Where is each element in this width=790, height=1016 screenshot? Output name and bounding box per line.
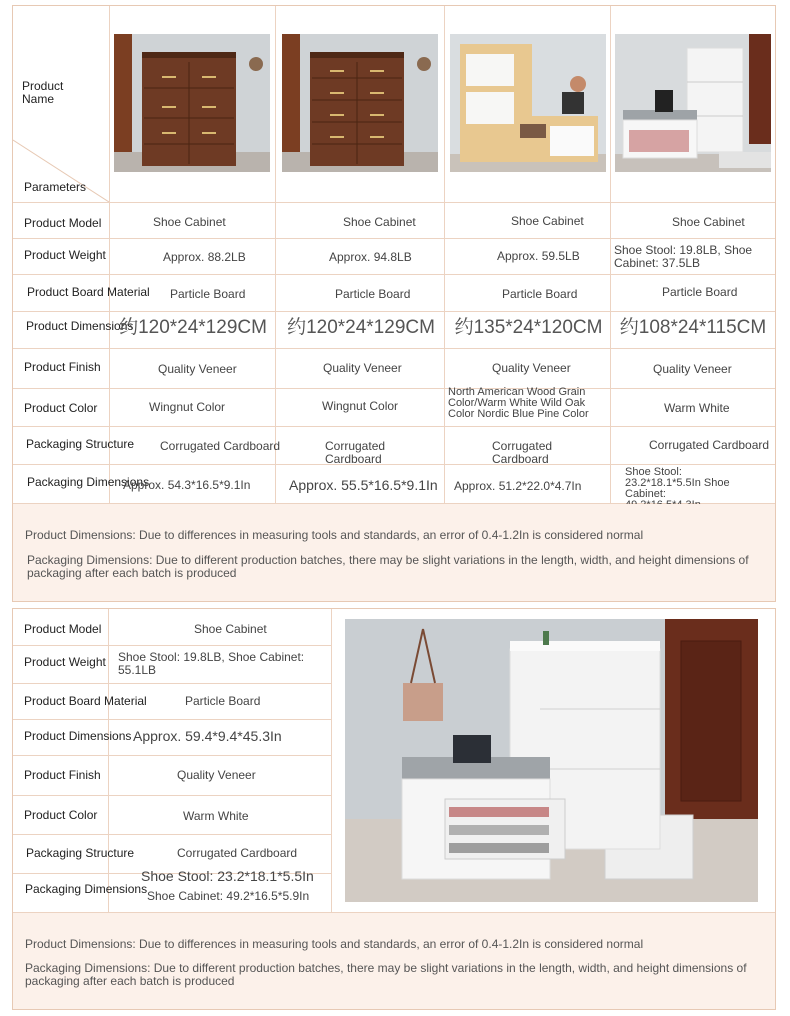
spec-table-2	[12, 608, 776, 1010]
grid-hline	[13, 834, 331, 835]
grid-vline	[109, 6, 110, 503]
photo-col-2	[282, 34, 438, 172]
col2-color: Wingnut Color	[322, 399, 399, 413]
t2-label-dimensions: Product Dimensions	[24, 729, 132, 743]
col1-color: Wingnut Color	[149, 400, 226, 414]
grid-hline	[13, 202, 775, 203]
col2-pack-dims: Approx. 55.5*16.5*9.1In	[289, 477, 438, 493]
col3-finish: Quality Veneer	[492, 361, 571, 375]
row-label-pack-dims: Packaging Dimensions	[27, 475, 150, 489]
t2-label-color: Product Color	[24, 808, 98, 822]
corner-product-name: Product Name	[22, 79, 64, 106]
col3-material: Particle Board	[502, 287, 578, 301]
grid-hline	[13, 274, 775, 275]
row-label-packaging: Packaging Structure	[26, 437, 135, 451]
col4-color: Warm White	[664, 401, 730, 415]
t2-value-packaging: Corrugated Cardboard	[177, 846, 298, 860]
col3-pack-dims: Approx. 51.2*22.0*4.7In	[454, 479, 582, 493]
walnut-shoe-cabinet-icon	[114, 34, 270, 172]
grid-hline	[13, 719, 331, 720]
grid-vline	[275, 6, 276, 503]
row-label-weight: Product Weight	[24, 248, 106, 262]
col1-pack-dims: Approx. 54.3*16.5*9.1In	[123, 478, 251, 492]
t2-label-pack-dims: Packaging Dimensions	[25, 882, 148, 896]
grid-vline	[610, 6, 611, 503]
col4-material: Particle Board	[662, 285, 738, 299]
t2-value-color: Warm White	[183, 809, 249, 823]
photo-col-3	[450, 34, 606, 172]
t2-value-dimensions: Approx. 59.4*9.4*45.3In	[133, 728, 282, 744]
col3-weight: Approx. 59.5LB	[497, 249, 580, 263]
col2-weight: Approx. 94.8LB	[329, 250, 412, 264]
col2-finish: Quality Veneer	[323, 361, 402, 375]
col1-finish: Quality Veneer	[158, 362, 237, 376]
spec-table-1	[12, 5, 776, 602]
col3-model: Shoe Cabinet	[511, 214, 584, 228]
col1-weight: Approx. 88.2LB	[163, 250, 246, 264]
t2-label-weight: Product Weight	[24, 655, 106, 669]
col4-model: Shoe Cabinet	[672, 215, 745, 229]
grid-vline	[108, 609, 109, 912]
col3-packaging: Corrugated Cardboard	[492, 439, 553, 466]
row-label-model: Product Model	[24, 216, 102, 230]
grid-hline	[13, 388, 775, 389]
t2-value-pack-dims-a: Shoe Stool: 23.2*18.1*5.5In	[141, 868, 314, 884]
grid-hline	[13, 238, 775, 239]
col2-model: Shoe Cabinet	[343, 215, 416, 229]
grid-hline	[13, 645, 331, 646]
note-packaging-dimensions: Packaging Dimensions: Due to different production batches, there may be slight variations in the length, width, and height dimensions of packaging after each batch is produced	[27, 553, 749, 580]
white-shoe-cabinet-with-bench-icon	[345, 619, 758, 902]
t2-note-product-dimensions: Product Dimensions: Due to differences in measuring tools and standards, an error of 0.4-1.2In is considered normal	[25, 937, 644, 951]
grid-vline	[331, 609, 332, 912]
row-label-material: Product Board Material	[27, 285, 150, 299]
grid-hline	[13, 348, 775, 349]
col2-packaging: Corrugated Cardboard	[325, 439, 386, 466]
photo-col-1	[114, 34, 270, 172]
col1-model: Shoe Cabinet	[153, 215, 226, 229]
col4-pack-dims: Shoe Stool: 23.2*18.1*5.5In Shoe Cabinet:	[625, 466, 730, 500]
t2-value-weight: Shoe Stool: 19.8LB, Shoe Cabinet: 55.1LB	[118, 650, 305, 677]
photo-col-4	[615, 34, 771, 172]
t2-value-material: Particle Board	[185, 694, 261, 708]
t2-value-finish: Quality Veneer	[177, 768, 256, 782]
grid-hline	[13, 426, 775, 427]
col1-dimensions: 约120*24*129CM	[119, 317, 267, 338]
t2-label-packaging: Packaging Structure	[26, 846, 135, 860]
col4-packaging: Corrugated Cardboard	[649, 438, 770, 452]
grid-hline	[13, 311, 775, 312]
col3-dimensions: 约135*24*120CM	[454, 317, 603, 338]
white-shoe-cabinet-stool-icon	[615, 34, 771, 172]
col4-finish: Quality Veneer	[653, 362, 732, 376]
walnut-shoe-cabinet-icon	[282, 34, 438, 172]
col4-weight: Shoe Stool: 19.8LB, Shoe Cabinet: 37.5LB	[614, 243, 753, 270]
t2-label-model: Product Model	[24, 622, 102, 636]
note-product-dimensions: Product Dimensions: Due to differences in measuring tools and standards, an error of 0.4-1.2In is considered normal	[25, 528, 644, 542]
col1-packaging: Corrugated Cardboard	[160, 439, 281, 453]
col2-dimensions: 约120*24*129CM	[287, 317, 435, 338]
grid-hline	[13, 755, 331, 756]
col1-material: Particle Board	[170, 287, 246, 301]
col2-material: Particle Board	[335, 287, 411, 301]
row-label-dimensions: Product Dimensions	[26, 319, 134, 333]
col3-color: North American Wood Grain Color/Warm White Wild Oak Color Nordic Blue Pine Color	[448, 386, 589, 420]
t2-value-model: Shoe Cabinet	[194, 622, 267, 636]
t2-label-finish: Product Finish	[24, 768, 101, 782]
t2-label-material: Product Board Material	[24, 694, 147, 708]
t2-note-packaging-dimensions: Packaging Dimensions: Due to different production batches, there may be slight variations in the length, width, and height dimensions of packaging after each batch is produced	[25, 961, 747, 988]
grid-hline	[13, 683, 331, 684]
t2-product-photo	[345, 619, 758, 902]
col4-dimensions: 约108*24*115CM	[619, 317, 767, 338]
row-label-color: Product Color	[24, 401, 98, 415]
corner-parameters: Parameters	[24, 180, 87, 194]
grid-vline	[444, 6, 445, 503]
row-label-finish: Product Finish	[24, 360, 101, 374]
oak-shoe-cabinet-icon	[450, 34, 606, 172]
grid-hline	[13, 795, 331, 796]
t2-value-pack-dims-b: Shoe Cabinet: 49.2*16.5*5.9In	[147, 889, 310, 903]
